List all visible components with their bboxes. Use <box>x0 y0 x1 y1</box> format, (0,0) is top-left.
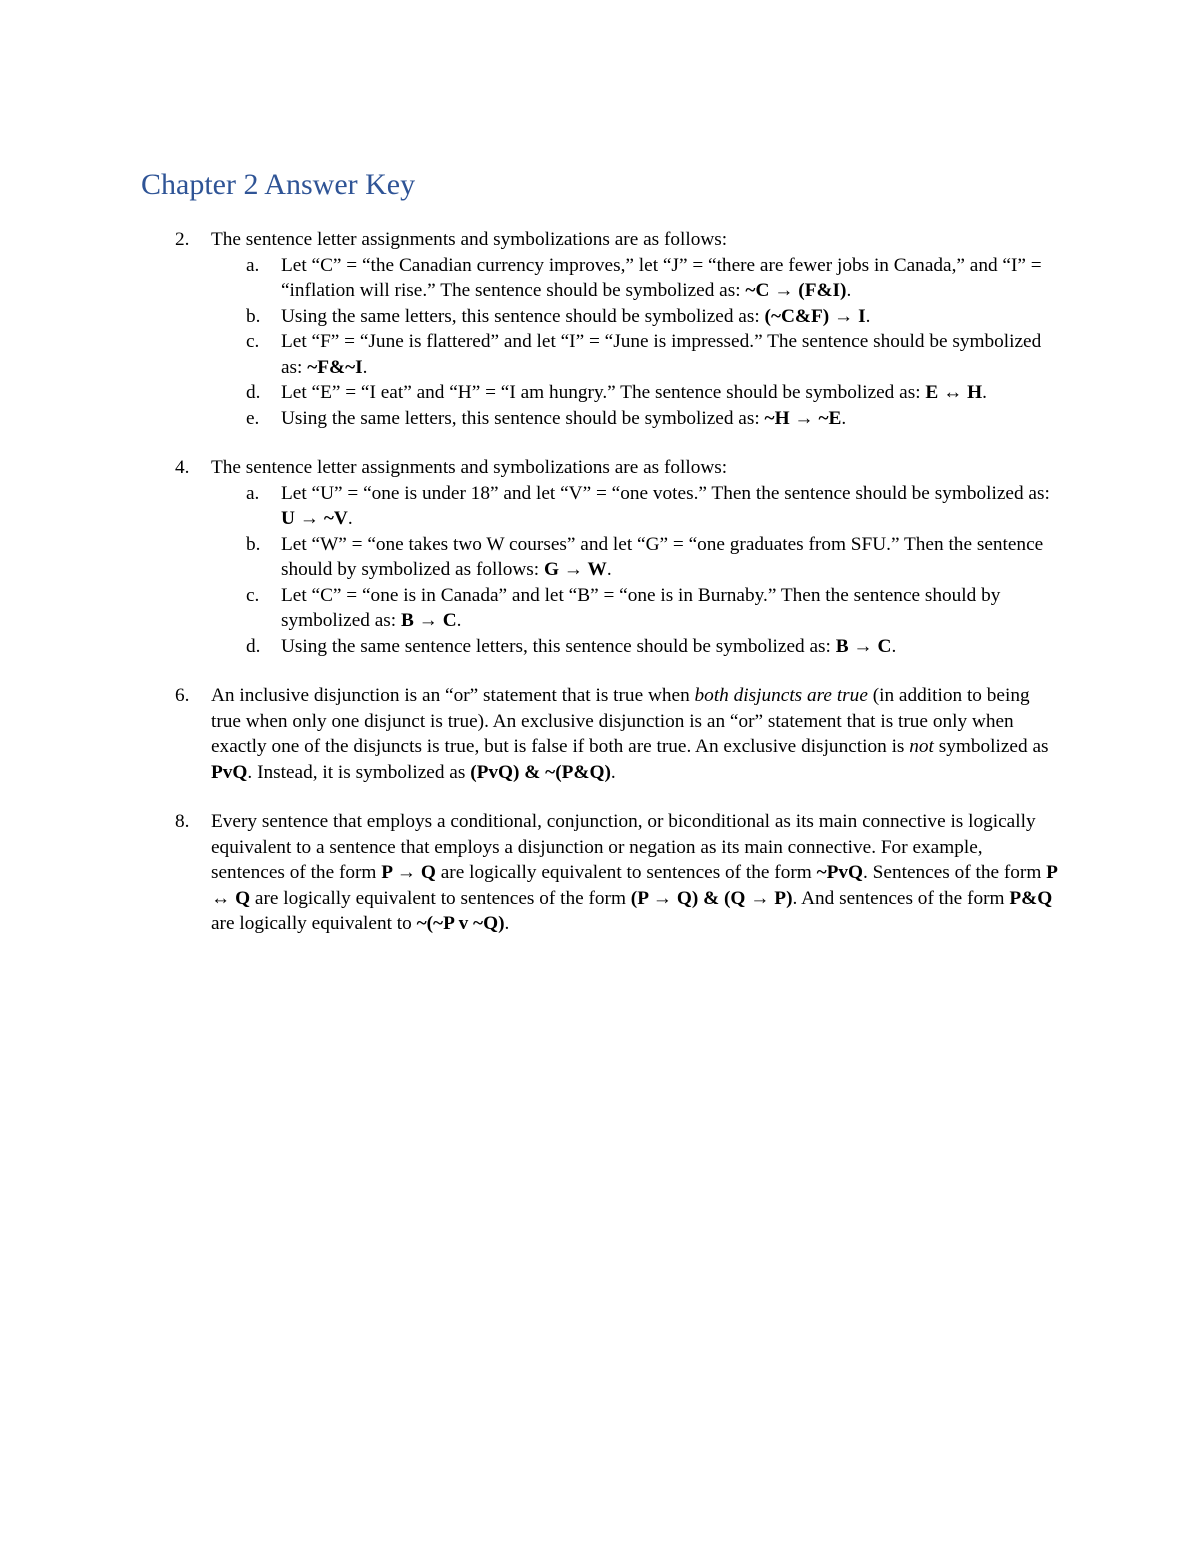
emphasis-text: both disjuncts are true <box>694 685 868 706</box>
answer-text: are logically equivalent to sentences of the form <box>435 862 817 883</box>
sub-answer-letter: d. <box>246 382 261 403</box>
sub-answer-letter: b. <box>246 533 261 555</box>
sub-answer-letter: c. <box>246 584 260 606</box>
question-6 <box>141 683 1061 785</box>
page-title: Chapter 2 Answer Key <box>141 168 416 201</box>
answer-text: are logically equivalent to sentences of the form <box>250 887 631 909</box>
symbolization: U → ~V <box>281 508 348 529</box>
sub-answer-b <box>211 304 1061 330</box>
sentence-end: . <box>456 610 462 631</box>
sub-answer-letter: c. <box>246 331 260 352</box>
sentence-end: . <box>846 280 852 301</box>
sentence-end: . <box>891 635 897 657</box>
sub-answer-letter: a. <box>246 482 260 504</box>
symbolization: ~H → ~E <box>764 407 842 429</box>
question-number: 2. <box>175 229 190 250</box>
symbolization: PvQ <box>211 761 248 783</box>
sub-answer-b <box>211 532 1061 583</box>
sub-answer-list <box>211 253 1061 432</box>
sentence-end: . <box>865 305 871 327</box>
symbolization: ~F&~I <box>307 356 363 378</box>
answer-text: . And sentences of the form <box>792 887 1010 909</box>
sub-answer-text: Let “W” = “one takes two W courses” and let “G” = “one graduates from SFU.” Then the sentence should by symbolized as follows: <box>281 533 1044 580</box>
symbolization: B → C <box>835 635 892 657</box>
sub-answer-text: Using the same letters, this sentence should be symbolized as: <box>281 407 765 429</box>
sub-answer-text: Let “C” = “one is in Canada” and let “B” = “one is in Burnaby.” Then the sentence should by symbolized as: <box>281 584 1001 631</box>
sub-answer-text: Let “U” = “one is under 18” and let “V” = “one votes.” Then the sentence should be symbolized as: <box>281 482 1050 504</box>
question-number: 6. <box>175 685 190 706</box>
answer-list <box>141 227 1061 961</box>
symbolization: (P → Q) & (Q → P) <box>630 887 793 909</box>
symbolization: P&Q <box>1009 887 1053 909</box>
answer-text: An inclusive disjunction is an “or” statement that is true when <box>211 685 695 706</box>
symbolization: (PvQ) & ~(P&Q) <box>470 761 611 783</box>
sub-answer-a <box>211 481 1061 532</box>
symbolization: E ↔ H <box>925 382 983 403</box>
sub-answer-letter: a. <box>246 254 260 276</box>
symbolization: ~(~P v ~Q) <box>416 913 505 934</box>
answer-text: symbolized as <box>933 736 1049 757</box>
sentence-end: . <box>982 382 987 403</box>
sub-answer-c <box>211 583 1061 634</box>
question-intro: The sentence letter assignments and symbolizations are as follows: <box>211 229 728 250</box>
question-number: 8. <box>175 811 190 832</box>
sentence-end: . <box>504 913 510 934</box>
answer-text: (in addition to being true when only one disjunct is true). An exclusive disjunction is an “or” statement that is true only when exactly one of the disjuncts is true, but is false if both are true. An exclusive disjunction is <box>211 685 1030 757</box>
sentence-end: . <box>610 761 616 783</box>
sub-answer-letter: d. <box>246 635 261 657</box>
sub-answer-text: Using the same sentence letters, this sentence should be symbolized as: <box>281 635 836 657</box>
question-2 <box>141 227 1061 431</box>
symbolization: P → Q <box>381 862 436 883</box>
sentence-end: . <box>841 407 847 429</box>
sub-answer-text: Let “C” = “the Canadian currency improves,” let “J” = “there are fewer jobs in Canada,” and “I” = “inflation will rise.” The sentence should be symbolized as: <box>281 254 1042 301</box>
sub-answer-text: Let “F” = “June is flattered” and let “I” = “June is impressed.” The sentence should be symbolized as: <box>281 331 1042 378</box>
sub-answer-list <box>211 481 1061 660</box>
symbolization: ~C → (F&I) <box>745 280 847 301</box>
symbolization: G → W <box>543 559 607 580</box>
sentence-end: . <box>362 356 368 378</box>
symbolization: (~C&F) → I <box>764 305 866 327</box>
answer-text: Every sentence that employs a conditional, conjunction, or biconditional as its main connective is logically equivalent to a sentence that employs a disjunction or negation as its main connective. For example, sentences of the form <box>211 811 1036 883</box>
sub-answer-letter: e. <box>246 407 260 429</box>
answer-text: are logically equivalent to <box>211 913 417 934</box>
sub-answer-a <box>211 253 1061 304</box>
symbolization: B → C <box>400 610 457 631</box>
answer-text: . Instead, it is symbolized as <box>247 761 471 783</box>
sub-answer-d <box>211 380 1061 406</box>
answer-text: . Sentences of the form <box>863 862 1047 883</box>
question-number: 4. <box>175 457 190 478</box>
question-intro: The sentence letter assignments and symbolizations are as follows: <box>211 457 728 478</box>
sentence-end: . <box>606 559 612 580</box>
symbolization: ~PvQ <box>816 862 864 883</box>
question-4 <box>141 455 1061 659</box>
sub-answer-text: Let “E” = “I eat” and “H” = “I am hungry.” The sentence should be symbolized as: <box>281 382 926 403</box>
sentence-end: . <box>347 508 353 529</box>
question-8 <box>141 809 1061 937</box>
sub-answer-c <box>211 329 1061 380</box>
sub-answer-letter: b. <box>246 305 261 327</box>
symbolization: P ↔ Q <box>211 862 1057 909</box>
emphasis-text: not <box>909 736 934 757</box>
sub-answer-e <box>211 406 1061 432</box>
sub-answer-d <box>211 634 1061 660</box>
sub-answer-text: Using the same letters, this sentence should be symbolized as: <box>281 305 765 327</box>
